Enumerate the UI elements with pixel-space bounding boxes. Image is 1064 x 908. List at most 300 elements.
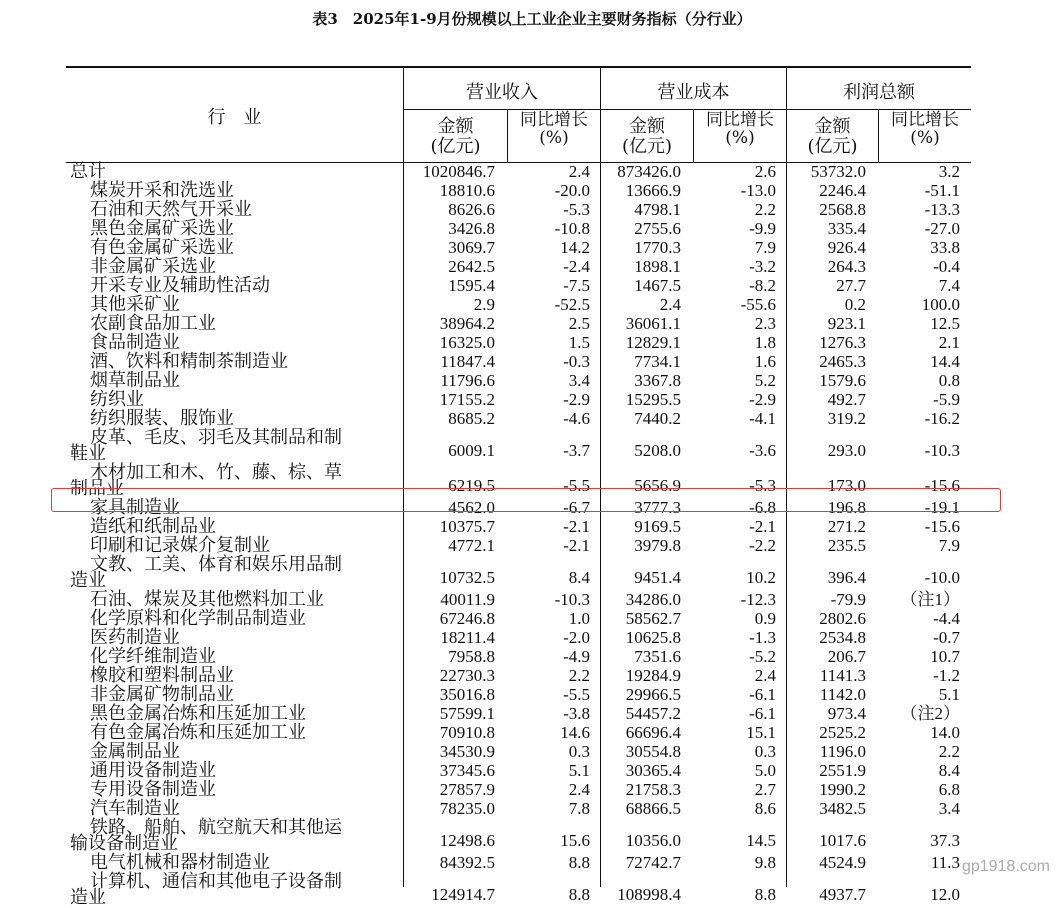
table-cell: 35016.8: [439, 685, 495, 704]
table-cell: 4798.1: [634, 200, 681, 219]
table-cell: 12829.1: [625, 333, 681, 352]
table-cell: 1.6: [754, 352, 776, 371]
table-cell: 70910.8: [439, 723, 495, 742]
table-cell: 2.3: [754, 314, 776, 333]
table-cell: 1.0: [568, 609, 590, 628]
table-cell: 8685.2: [448, 409, 495, 428]
table-cell: -4.9: [563, 647, 590, 666]
table-cell: 1595.4: [448, 276, 495, 295]
table-cell: 9169.5: [634, 517, 681, 536]
row-industry-name: [70, 536, 270, 555]
table-cell: 492.7: [827, 390, 866, 409]
table-cell: 1142.0: [819, 685, 866, 704]
table-cell: 2534.8: [819, 628, 866, 647]
table-cell: -2.1: [563, 536, 590, 555]
amount-label: 金额: [437, 116, 474, 137]
amount-label: 金额: [814, 116, 851, 137]
row-industry-name: [70, 685, 234, 704]
row-industry-name: [70, 799, 180, 818]
table-cell: 206.7: [827, 647, 866, 666]
table-cell: -0.4: [933, 257, 960, 276]
table-cell: 14.5: [746, 831, 776, 850]
row-industry-name: [70, 872, 342, 907]
growth-label: 同比增长: [891, 110, 959, 130]
industry-label-cont: 鞋业: [70, 443, 106, 464]
table-cell: 13666.9: [625, 181, 681, 200]
industry-label: 化学纤维制造业: [90, 646, 216, 667]
table-cell: 8.8: [754, 885, 776, 904]
table-cell: 38964.2: [439, 314, 495, 333]
table-cell: -6.1: [749, 685, 776, 704]
table-cell: -6.1: [749, 704, 776, 723]
table-cell: 11847.4: [440, 352, 495, 371]
table-cell: 3069.7: [448, 238, 495, 257]
table-cell: 0.3: [754, 742, 776, 761]
industry-label: 家具制造业: [90, 497, 180, 518]
revenue-header: 营业收入: [466, 82, 538, 103]
growth-unit: (%): [725, 128, 755, 148]
table-cell: 1.5: [568, 333, 590, 352]
table-cell: 29966.5: [625, 685, 681, 704]
table-cell: -2.4: [563, 257, 590, 276]
industry-label: 黑色金属矿采选业: [90, 218, 234, 239]
table-cell: 58562.7: [625, 609, 681, 628]
col-divider: [786, 67, 787, 887]
row-industry-name: [70, 647, 216, 666]
row-industry-name: [70, 219, 234, 238]
table-cell: -10.8: [554, 219, 590, 238]
table-cell: 36061.1: [625, 314, 681, 333]
amount-unit: (亿元): [807, 136, 858, 157]
table-cell: 8.4: [568, 568, 590, 587]
table-cell: 124914.7: [431, 885, 495, 904]
table-cell: -27.0: [924, 219, 960, 238]
table-cell: 2.2: [938, 742, 960, 761]
table-cell: 1276.3: [819, 333, 866, 352]
table-cell: -5.3: [563, 200, 590, 219]
table-cell: （注1）: [900, 590, 960, 609]
table-cell: 33.8: [930, 238, 960, 257]
industry-label: 农副食品加工业: [90, 313, 216, 334]
col-divider: [403, 67, 404, 887]
row-industry-name: [70, 333, 180, 352]
table-cell: 4772.1: [448, 536, 495, 555]
table-cell: 30365.4: [625, 761, 681, 780]
industry-label: 烟草制品业: [90, 370, 180, 391]
table-cell: 3.2: [938, 162, 960, 181]
table-cell: 3.4: [938, 799, 960, 818]
table-cell: 264.3: [827, 257, 866, 276]
row-industry-name: [70, 181, 234, 200]
industry-header: 行 业: [207, 107, 262, 128]
row-industry-name: [70, 853, 270, 872]
table-cell: 335.4: [827, 219, 866, 238]
table-cell: -3.2: [749, 257, 776, 276]
table-cell: 2755.6: [634, 219, 681, 238]
industry-label: 开采专业及辅助性活动: [90, 275, 270, 296]
table-cell: 873426.0: [617, 162, 681, 181]
row-industry-name: [70, 723, 306, 742]
table-cell: 72742.7: [625, 853, 681, 872]
table-cell: -0.3: [563, 352, 590, 371]
table-cell: 926.4: [827, 238, 866, 257]
table-cell: -2.2: [749, 536, 776, 555]
table-cell: 1467.5: [634, 276, 681, 295]
growth-unit: (%): [910, 128, 940, 148]
row-industry-name: [70, 200, 252, 219]
row-industry-name: [70, 238, 234, 257]
table-cell: -6.8: [749, 498, 776, 517]
table-cell: 5.1: [938, 685, 960, 704]
table-cell: 57599.1: [439, 704, 495, 723]
industry-label: 其他采矿业: [90, 294, 180, 315]
table-cell: 7.4: [938, 276, 960, 295]
row-industry-name: [70, 666, 234, 685]
row-industry-name: [70, 257, 216, 276]
table-cell: 8626.6: [448, 200, 495, 219]
industry-label: 食品制造业: [90, 332, 180, 353]
table-cell: 319.2: [827, 409, 866, 428]
amount-label: 金额: [629, 116, 665, 137]
table-cell: 14.2: [560, 238, 590, 257]
table-cell: 19284.9: [625, 666, 681, 685]
row-industry-name: [70, 409, 234, 428]
table-cell: -8.2: [749, 276, 776, 295]
growth-header: [508, 111, 600, 147]
industry-label-cont: 制品业: [70, 478, 124, 499]
table-cell: 7.9: [754, 238, 776, 257]
table-cell: 6009.1: [448, 441, 495, 460]
table-cell: -3.7: [563, 441, 590, 460]
table-cell: 2525.2: [819, 723, 866, 742]
row-industry-name: [70, 295, 180, 314]
table-cell: 9451.4: [634, 568, 681, 587]
industry-label: 金属制品业: [90, 741, 180, 762]
table-cell: -19.1: [924, 498, 960, 517]
row-industry-name: [70, 704, 306, 723]
table-cell: -55.6: [740, 295, 776, 314]
industry-label-cont: 造业: [70, 570, 106, 591]
table-cell: 40011.9: [440, 590, 495, 609]
industry-label: 铁路、船舶、航空航天和其他运: [90, 817, 342, 838]
table-cell: 3426.8: [448, 219, 495, 238]
table-cell: -5.9: [933, 390, 960, 409]
table-cell: -12.3: [740, 590, 776, 609]
industry-label: 总计: [70, 161, 106, 182]
table-cell: 1196.0: [819, 742, 866, 761]
table-cell: -5.5: [563, 685, 590, 704]
table-cell: -20.0: [554, 181, 590, 200]
table-cell: -2.0: [563, 628, 590, 647]
table-cell: 8.8: [568, 885, 590, 904]
table-cell: 2.9: [473, 295, 495, 314]
table-cell: 0.3: [568, 742, 590, 761]
table-cell: 923.1: [827, 314, 866, 333]
watermark: gp1918.com: [961, 858, 1050, 875]
table-cell: -2.1: [749, 517, 776, 536]
table-cell: -15.6: [924, 476, 960, 495]
table-cell: 2551.9: [819, 761, 866, 780]
table-cell: 2.2: [754, 200, 776, 219]
table-cell: 1579.6: [819, 371, 866, 390]
table-cell: 14.0: [930, 723, 960, 742]
table-cell: 973.4: [827, 704, 866, 723]
table-cell: 4937.7: [819, 885, 866, 904]
col-divider: [600, 67, 601, 887]
table-cell: 3979.8: [634, 536, 681, 555]
table-cell: 68866.5: [625, 799, 681, 818]
table-cell: 196.8: [827, 498, 866, 517]
table-cell: 4524.9: [819, 853, 866, 872]
group-rule: [404, 109, 971, 110]
industry-label-cont: 造业: [70, 887, 106, 908]
table-cell: 18810.6: [439, 181, 495, 200]
table-cell: 34530.9: [439, 742, 495, 761]
table-cell: 1990.2: [819, 780, 866, 799]
table-cell: 3367.8: [634, 371, 681, 390]
growth-header: [694, 111, 786, 147]
table-cell: 5208.0: [634, 441, 681, 460]
industry-label: 皮革、毛皮、羽毛及其制品和制: [90, 427, 342, 448]
industry-label: 煤炭开采和洗选业: [90, 180, 234, 201]
table-cell: 1770.3: [634, 238, 681, 257]
row-industry-name: [70, 818, 342, 853]
row-industry-name: [70, 162, 106, 181]
table-cell: 18211.4: [440, 628, 495, 647]
table-cell: 7.8: [568, 799, 590, 818]
table-cell: 5.0: [754, 761, 776, 780]
industry-label: 石油、煤炭及其他燃料加工业: [90, 589, 324, 610]
table-cell: -6.7: [563, 498, 590, 517]
table-cell: -5.3: [749, 476, 776, 495]
table-cell: -2.9: [749, 390, 776, 409]
table-cell: 0.9: [754, 609, 776, 628]
industry-label: 非金属矿物制品业: [90, 684, 234, 705]
table-cell: 37345.6: [439, 761, 495, 780]
table-cell: 2.4: [754, 666, 776, 685]
table-title: 表3 2025年1-9月份规模以上工业企业主要财务指标（分行业）: [312, 10, 752, 28]
table-cell: 10732.5: [439, 568, 495, 587]
table-cell: 10.2: [746, 568, 776, 587]
table-cell: 173.0: [827, 476, 866, 495]
industry-label: 医药制造业: [90, 627, 180, 648]
industry-label: 专用设备制造业: [90, 779, 216, 800]
highlight-box: [51, 488, 1001, 512]
table-cell: 78235.0: [439, 799, 495, 818]
table-cell: 2.4: [568, 162, 590, 181]
row-industry-name: [70, 314, 216, 333]
table-cell: 53732.0: [810, 162, 866, 181]
table-cell: 3482.5: [819, 799, 866, 818]
table-cell: 4562.0: [448, 498, 495, 517]
table-cell: -51.1: [924, 181, 960, 200]
table-cell: 1.8: [754, 333, 776, 352]
industry-label: 文教、工美、体育和娱乐用品制: [90, 554, 342, 575]
table-cell: 84392.5: [439, 853, 495, 872]
industry-label: 纺织服装、服饰业: [90, 408, 234, 429]
table-cell: 396.4: [827, 568, 866, 587]
amount-unit: (亿元): [621, 136, 673, 157]
industry-label: 石油和天然气开采业: [90, 199, 252, 220]
table-cell: 3.4: [568, 371, 590, 390]
row-industry-name: [70, 390, 144, 409]
table-cell: -5.5: [563, 476, 590, 495]
table-cell: 14.4: [930, 352, 960, 371]
table-cell: 7440.2: [634, 409, 681, 428]
industry-label: 化学原料和化学制品制造业: [90, 608, 306, 629]
industry-label: 通用设备制造业: [90, 760, 216, 781]
table-cell: -3.8: [563, 704, 590, 723]
table-cell: 235.5: [827, 536, 866, 555]
table-cell: 7351.6: [634, 647, 681, 666]
table-cell: 10356.0: [625, 831, 681, 850]
amount-unit: (亿元): [430, 136, 481, 157]
industry-label: 汽车制造业: [90, 798, 180, 819]
table-cell: 54457.2: [625, 704, 681, 723]
table-cell: 12.0: [930, 885, 960, 904]
table-cell: -1.2: [933, 666, 960, 685]
table-cell: 12498.6: [439, 831, 495, 850]
table-cell: 108998.4: [617, 885, 681, 904]
amount-header: [601, 117, 693, 157]
row-industry-name: [70, 742, 180, 761]
industry-label: 造纸和纸制品业: [90, 516, 216, 537]
table-cell: 0.8: [938, 371, 960, 390]
table-cell: 15.1: [746, 723, 776, 742]
industry-label: 电气机械和器材制造业: [90, 852, 270, 873]
industry-label: 纺织业: [90, 389, 144, 410]
table-cell: -4.4: [933, 609, 960, 628]
row-industry-name: [70, 555, 342, 590]
table-cell: -7.5: [563, 276, 590, 295]
table-cell: 6219.5: [448, 476, 495, 495]
table-cell: 2.6: [754, 162, 776, 181]
table-cell: 1017.6: [819, 831, 866, 850]
table-cell: -13.3: [924, 200, 960, 219]
table-cell: -4.6: [563, 409, 590, 428]
table-cell: 2.5: [568, 314, 590, 333]
table-cell: -16.2: [924, 409, 960, 428]
table-cell: -79.9: [830, 590, 866, 609]
industry-label: 计算机、通信和其他电子设备制: [90, 871, 342, 892]
industry-label: 有色金属冶炼和压延加工业: [90, 722, 306, 743]
table-cell: 100.0: [921, 295, 960, 314]
top-rule: [66, 66, 971, 68]
row-industry-name: [70, 352, 288, 371]
table-cell: 2246.4: [819, 181, 866, 200]
table-cell: 0.2: [844, 295, 866, 314]
table-cell: 1141.3: [819, 666, 866, 685]
table-cell: 2642.5: [448, 257, 495, 276]
table-cell: 37.3: [930, 831, 960, 850]
table-cell: 7.9: [938, 536, 960, 555]
table-cell: 2.1: [938, 333, 960, 352]
table-cell: 1898.1: [634, 257, 681, 276]
industry-label-cont: 输设备制造业: [70, 833, 178, 854]
cost-header: 营业成本: [657, 82, 730, 103]
table-cell: 16325.0: [439, 333, 495, 352]
growth-label: 同比增长: [706, 110, 774, 130]
table-cell: 34286.0: [625, 590, 681, 609]
table-cell: 30554.8: [625, 742, 681, 761]
table-cell: 11.3: [930, 853, 960, 872]
table-cell: 67246.8: [439, 609, 495, 628]
table-cell: 3777.3: [634, 498, 681, 517]
table-cell: 15.6: [560, 831, 590, 850]
table-cell: 7734.1: [634, 352, 681, 371]
table-cell: 11796.6: [440, 371, 495, 390]
industry-label: 印刷和记录媒介复制业: [90, 535, 270, 556]
table-cell: 2568.8: [819, 200, 866, 219]
row-industry-name: [70, 428, 342, 463]
table-cell: 5656.9: [634, 476, 681, 495]
table-cell: 10.7: [930, 647, 960, 666]
industry-label: 木材加工和木、竹、藤、棕、草: [90, 462, 342, 483]
table-cell: 2.7: [754, 780, 776, 799]
row-industry-name: [70, 517, 216, 536]
row-industry-name: [70, 276, 270, 295]
amount-header: [787, 117, 878, 157]
table-cell: 2802.6: [819, 609, 866, 628]
table-cell: 10375.7: [439, 517, 495, 536]
table-cell: 2.4: [568, 780, 590, 799]
table-cell: 2.2: [568, 666, 590, 685]
table-cell: 6.8: [938, 780, 960, 799]
table-cell: -15.6: [924, 517, 960, 536]
table-cell: -0.7: [933, 628, 960, 647]
table-cell: 293.0: [827, 441, 866, 460]
table-cell: 14.6: [560, 723, 590, 742]
table-cell: 5.2: [754, 371, 776, 390]
table-cell: 2.4: [659, 295, 681, 314]
table-cell: -2.1: [563, 517, 590, 536]
profit-header: 利润总额: [843, 82, 915, 103]
row-industry-name: [70, 761, 216, 780]
industry-label: 黑色金属冶炼和压延加工业: [90, 703, 306, 724]
table-cell: 10625.8: [625, 628, 681, 647]
table-cell: -10.3: [554, 590, 590, 609]
table-cell: -10.0: [924, 568, 960, 587]
industry-label: 橡胶和塑料制品业: [90, 665, 234, 686]
table-cell: -52.5: [554, 295, 590, 314]
table-cell: 27857.9: [439, 780, 495, 799]
table-cell: 17155.2: [439, 390, 495, 409]
growth-header: [879, 111, 971, 147]
row-industry-name: [70, 780, 216, 799]
table-cell: -4.1: [749, 409, 776, 428]
table-cell: 12.5: [930, 314, 960, 333]
table-cell: 8.4: [938, 761, 960, 780]
table-cell: 1020846.7: [422, 162, 495, 181]
table-cell: 2465.3: [819, 352, 866, 371]
table-cell: -13.0: [740, 181, 776, 200]
table-cell: -5.2: [749, 647, 776, 666]
growth-unit: (%): [539, 128, 569, 148]
industry-label: 非金属矿采选业: [90, 256, 216, 277]
table-cell: 66696.4: [625, 723, 681, 742]
growth-label: 同比增长: [520, 110, 588, 130]
table-cell: -3.6: [749, 441, 776, 460]
industry-label: 有色金属矿采选业: [90, 237, 234, 258]
table-cell: 8.6: [754, 799, 776, 818]
row-industry-name: [70, 590, 324, 609]
industry-label: 酒、饮料和精制茶制造业: [90, 351, 288, 372]
table-cell: 271.2: [827, 517, 866, 536]
row-industry-name: [70, 371, 180, 390]
amount-header: [404, 117, 507, 157]
table-cell: -1.3: [749, 628, 776, 647]
table-cell: -9.9: [749, 219, 776, 238]
